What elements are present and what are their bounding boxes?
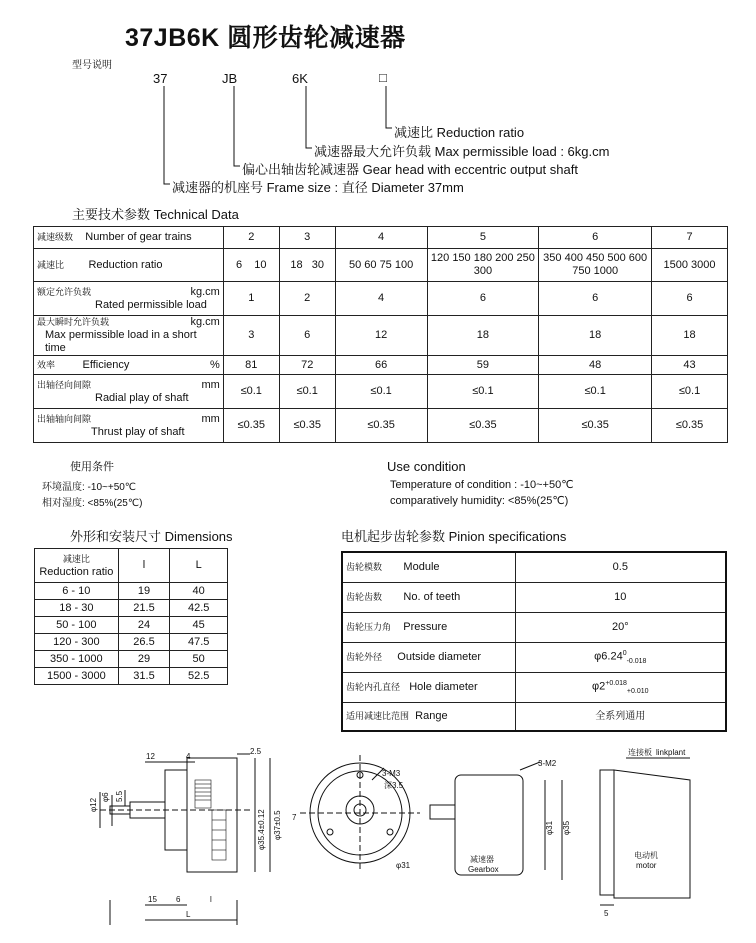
- model-heading: 型号说明: [72, 60, 112, 71]
- tech-row-efficiency: 效率 Efficiency % 81 72 66 59 48 43: [34, 356, 728, 375]
- label-l: l: [210, 895, 212, 904]
- label-d6: φ6: [101, 792, 110, 802]
- page-title: 37JB6K 圆形齿轮减速器: [125, 24, 406, 52]
- label-d12: φ12: [89, 797, 98, 812]
- model-code-type: JB: [222, 71, 238, 86]
- model-code-ratio: □: [379, 70, 387, 85]
- label-d6b: 6: [176, 895, 181, 904]
- label-d5: 5: [604, 909, 609, 918]
- use-humidity-en: comparatively humidity: <85%(25℃): [390, 495, 569, 507]
- technical-drawing: [0, 740, 756, 940]
- tech-row-max-load: 最大瞬时允许负载 kg.cm Max permissible load in a short time 3 6 12 18 18 18: [34, 316, 728, 356]
- label-d25: 2.5: [250, 747, 262, 756]
- model-code-load: 6K: [292, 71, 308, 86]
- dims-heading: 外形和安装尺寸 Dimensions: [70, 529, 233, 544]
- label-d35: φ35.4±0.12: [257, 809, 266, 850]
- dims-row: 120 - 300 26.5 47.5: [35, 634, 228, 651]
- label-phi35: φ35: [562, 820, 571, 835]
- label-3m2: 3-M2: [538, 759, 557, 768]
- label-link-cn: 连接板: [628, 748, 652, 757]
- gearbox-shaft: [430, 805, 455, 819]
- dims-row: 350 - 1000 29 50: [35, 651, 228, 668]
- tech-row-gear-trains: 减速级数 Number of gear trains 2 3 4 5 6 7: [34, 227, 728, 249]
- tech-row-rated-load: 额定允许负载 kg.cm Rated permissible load 1 2 4 6 6 6: [34, 282, 728, 316]
- link-plate: [600, 770, 614, 895]
- use-humidity-cn: 相对湿度: <85%(25℃): [42, 498, 143, 509]
- use-heading-en: Use condition: [387, 459, 466, 474]
- label-d55: 5.5: [115, 790, 124, 802]
- label-L: L: [186, 910, 191, 919]
- dims-table: [34, 548, 228, 685]
- label-deep: 深3.5: [384, 781, 404, 790]
- label-gearbox-en: Gearbox: [468, 865, 499, 874]
- label-d12-top: 12: [146, 752, 155, 761]
- motor-body: [614, 770, 690, 898]
- model-line-load: 减速器最大允许负载 Max permissible load : 6kg.cm: [314, 144, 610, 159]
- dims-row: 1500 - 3000 31.5 52.5: [35, 668, 228, 685]
- label-link-en: linkplant: [656, 748, 686, 757]
- label-phi31b: φ31: [545, 820, 554, 835]
- model-line-ratio: 减速比 Reduction ratio: [394, 125, 525, 140]
- label-d37: φ37±0.5: [273, 810, 282, 840]
- tech-row-radial-play: 出轴径向间隙 mm Radial play of shaft ≤0.1 ≤0.1 ≤0.1 ≤0.1 ≤0.1 ≤0.1: [34, 375, 728, 409]
- dims-row: 6 - 10 19 40: [35, 583, 228, 600]
- label-3m3: 3-M3: [382, 769, 401, 778]
- label-motor-en: motor: [636, 861, 657, 870]
- pinion-row-teeth: 齿轮齿数 No. of teeth 10: [342, 582, 726, 612]
- tech-table: [33, 226, 728, 443]
- tech-heading: 主要技术参数 Technical Data: [72, 207, 239, 222]
- use-temp-cn: 环境温度: -10~+50℃: [42, 482, 137, 493]
- pinion-row-range: 适用减速比范围 Range 全系列通用: [342, 702, 726, 731]
- dims-row: 18 - 30 21.5 42.5: [35, 600, 228, 617]
- tech-row-reduction-ratio: 减速比 Reduction ratio 6 10 18 30 50 60 75 100 120 150 180 200 250 300 350 400 450 500 600 750 1000 1500 3000: [34, 249, 728, 282]
- dims-row: 50 - 100 24 45: [35, 617, 228, 634]
- tech-row-thrust-play: 出轴轴向间隙 mm Thrust play of shaft ≤0.35 ≤0.35 ≤0.35 ≤0.35 ≤0.35 ≤0.35: [34, 409, 728, 443]
- use-temp-en: Temperature of condition : -10~+50℃: [390, 479, 574, 491]
- pinion-row-hole-diameter: 齿轮内孔直径 Hole diameter $\varphi 2^{+0.018}_{+0.010}$: [342, 672, 726, 702]
- dims-header-row: 减速比 Reduction ratio l L: [35, 549, 228, 583]
- label-motor-cn: 电动机: [634, 851, 658, 860]
- label-phi31: φ31: [396, 861, 411, 870]
- use-heading-cn: 使用条件: [70, 461, 114, 473]
- label-d15: 15: [148, 895, 157, 904]
- pinion-heading: 电机起步齿轮参数 Pinion specifications: [341, 529, 567, 544]
- pinion-table: [341, 551, 727, 732]
- pinion-row-pressure: 齿轮压力角 Pressure 20°: [342, 612, 726, 642]
- model-line-frame: 减速器的机座号 Frame size : 直径 Diameter 37mm: [172, 180, 464, 195]
- model-line-type: 偏心出轴齿轮减速器 Gear head with eccentric output shaft: [242, 162, 578, 177]
- label-d4: 4: [186, 752, 191, 761]
- pinion-row-module: 齿轮模数 Module 0.5: [342, 552, 726, 582]
- pinion-row-outside-diameter: 齿轮外径 Outside diameter $\varphi 6.24^0_{-0.018}$: [342, 642, 726, 672]
- label-gearbox-cn: 减速器: [470, 855, 494, 864]
- model-code-frame: 37: [153, 71, 168, 86]
- label-d7: 7: [292, 813, 297, 822]
